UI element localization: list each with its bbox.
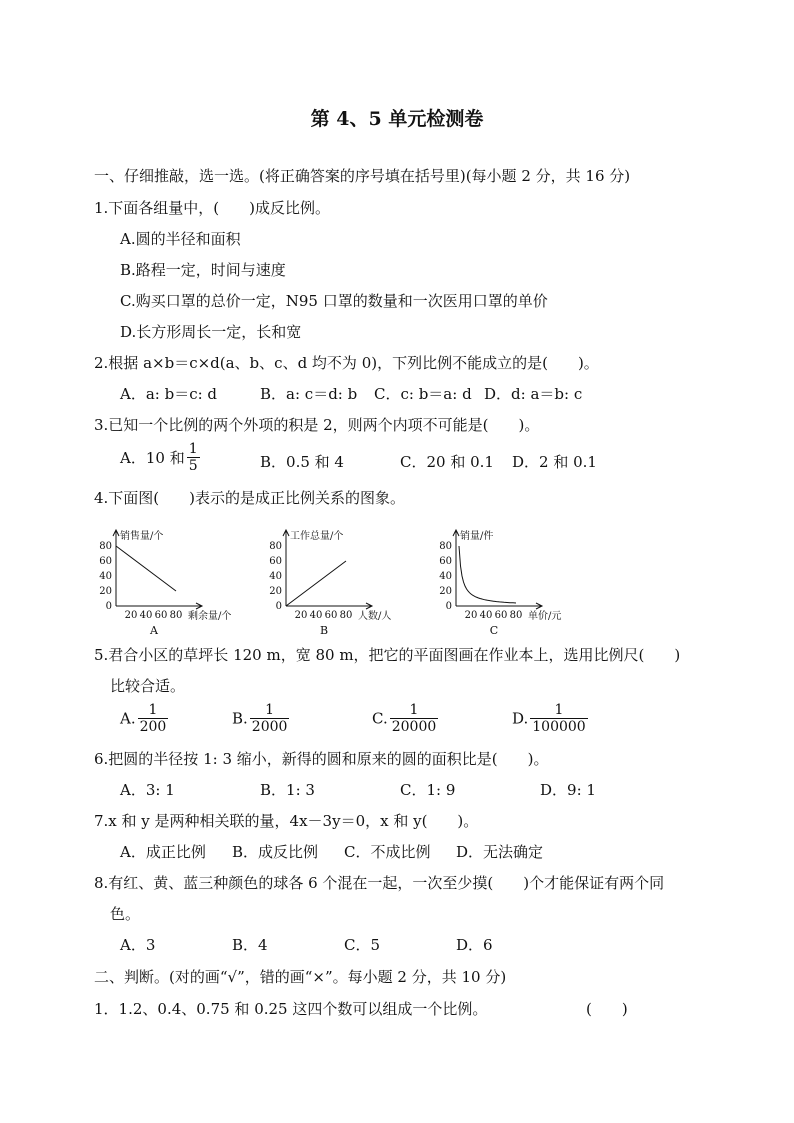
fraction-numerator: 1 [530,702,587,719]
question-3-option-d: D．2 和 0.1 [512,453,597,471]
x-tick-label: 20 [294,610,308,621]
y-tick-label: 40 [99,571,112,582]
y-tick-label: 80 [269,541,282,552]
x-tick-label: 80 [509,610,523,621]
fraction-numerator: 1 [188,441,198,457]
x-axis-title: 剩余量/个 [188,611,232,622]
question-1-option-a: A.圆的半径和面积 [120,230,241,248]
fraction-numerator: 1 [390,702,439,719]
question-8-stem-line-2: 色。 [110,905,141,923]
question-7-option-a: A．成正比例 [120,843,206,861]
x-axis-title: 单价/元 [528,611,562,622]
question-8-option-c: C．5 [344,936,381,954]
fraction-denominator: 100000 [532,719,586,735]
question-2-stem: 2.根据 a×b＝c×d(a、b、c、d 均不为 0)，下列比例不能成立的是( )。 [94,354,599,372]
question-6-option-b: B．1: 3 [260,781,315,799]
question-1-stem-start: 1.下面各组量中，( [94,199,220,217]
question-7-option-d: D．无法确定 [456,843,544,861]
question-1-option-c: C.购买口罩的总价一定，N95 口罩的数量和一次医用口罩的单价 [120,292,548,310]
section-2-heading: 二、判断。(对的画“√”，错的画“×”。每小题 2 分，共 10 分) [94,968,507,986]
question-8-option-b: B．4 [232,936,268,954]
option-letter: A. [120,709,136,728]
question-5-stem-line-2: 比较合适。 [110,677,186,695]
fraction [250,702,290,735]
page-title: 第 4、5 单元检测卷 [310,108,484,130]
question-2-option-a: A．a: b＝c: d [120,385,218,403]
question-5-option-d [512,702,588,735]
judgement-1-answer-paren[interactable]: ( ) [586,1000,628,1018]
fraction-numerator: 1 [250,702,290,719]
y-tick-label: 80 [439,541,452,552]
question-5-option-a [120,702,168,735]
data-line [116,546,176,591]
y-tick-label: 60 [269,556,282,567]
x-tick-label: 20 [124,610,138,621]
graph-label: C [489,624,499,637]
section-1-heading: 一、仔细推敲，选一选。(将正确答案的序号填在括号里)(每小题 2 分，共 16 分) [94,167,631,185]
fraction [187,441,200,474]
question-4-stem: 4.下面图( )表示的是成正比例关系的图象。 [94,489,406,507]
question-8-stem-line-1: 8.有红、黄、蓝三种颜色的球各 6 个混在一起，一次至少摸( )个才能保证有两个同 [94,874,665,892]
graph-label: A [150,624,158,637]
fraction-denominator: 2000 [251,719,288,735]
y-axis-title: 销量/件 [460,531,494,542]
question-6-stem: 6.把圆的半径按 1: 3 缩小，新得的圆和原来的圆的面积比是( )。 [94,750,549,768]
fraction-numerator: 1 [138,702,169,719]
x-tick-label: 60 [324,610,338,621]
question-5-option-c [372,702,438,735]
fraction-denominator: 20000 [391,719,437,735]
y-axis-title: 销售量/个 [120,531,164,542]
y-tick-label: 40 [269,571,282,582]
fraction [390,702,439,735]
x-axis-title: 人数/人 [358,611,392,622]
question-3-option-a [120,441,200,474]
question-1-option-d: D.长方形周长一定，长和宽 [120,323,302,341]
data-curve [459,546,516,603]
option-letter: D. [512,709,529,728]
question-3-stem: 3.已知一个比例的两个外项的积是 2，则两个内项不可能是( )。 [94,416,540,434]
question-6-option-c: C．1: 9 [400,781,456,799]
question-6-option-a: A．3: 1 [120,781,175,799]
question-3-option-c: C．20 和 0.1 [400,453,494,471]
y-tick-label: 60 [99,556,112,567]
question-2-option-c: C．c: b＝a: d [374,385,472,403]
x-tick-label: 80 [169,610,183,621]
y-axis-title: 工作总量/个 [290,531,344,542]
x-tick-label: 80 [339,610,353,621]
question-5-option-b [232,702,289,735]
question-3-option-a-text: A．10 和 [120,449,185,467]
question-7-option-b: B．成反比例 [232,843,319,861]
y-tick-label: 0 [105,601,112,612]
y-tick-label: 20 [99,586,112,597]
question-7-stem: 7.x 和 y 是两种相关联的量，4x－3y＝0，x 和 y( )。 [94,812,479,830]
question-1-stem-end: )成反比例。 [249,199,331,217]
question-7-option-c: C．不成比例 [344,843,431,861]
question-6-option-d: D．9: 1 [540,781,596,799]
x-tick-label: 40 [309,610,323,621]
fraction-denominator: 200 [139,719,167,735]
y-tick-label: 0 [275,601,282,612]
question-4-graphs [94,520,614,640]
y-tick-label: 60 [439,556,452,567]
judgement-1-stem: 1．1.2、0.4、0.75 和 0.25 这四个数可以组成一个比例。 [94,1000,488,1018]
option-letter: B. [232,709,248,728]
question-2-option-b: B．a: c＝d: b [260,385,358,403]
y-tick-label: 80 [99,541,112,552]
question-8-option-a: A．3 [120,936,156,954]
graph-label: B [319,624,329,637]
x-tick-label: 40 [479,610,493,621]
x-tick-label: 40 [139,610,153,621]
question-5-stem-line-1: 5.君合小区的草坪长 120 m，宽 80 m，把它的平面图画在作业本上，选用比例尺( ) [94,646,681,664]
question-2-option-d: D．d: a＝b: c [484,385,583,403]
fraction [530,702,587,735]
x-tick-label: 20 [464,610,478,621]
y-tick-label: 20 [269,586,282,597]
question-3-option-b: B．0.5 和 4 [260,453,344,471]
y-tick-label: 40 [439,571,452,582]
y-tick-label: 0 [445,601,452,612]
y-tick-label: 20 [439,586,452,597]
question-8-option-d: D．6 [456,936,493,954]
data-line [286,561,346,606]
fraction [138,702,169,735]
x-tick-label: 60 [154,610,168,621]
question-1-option-b: B.路程一定，时间与速度 [120,261,286,279]
question-1 [94,197,330,218]
option-letter: C. [372,709,388,728]
fraction-denominator: 5 [188,458,198,474]
x-tick-label: 60 [494,610,508,621]
